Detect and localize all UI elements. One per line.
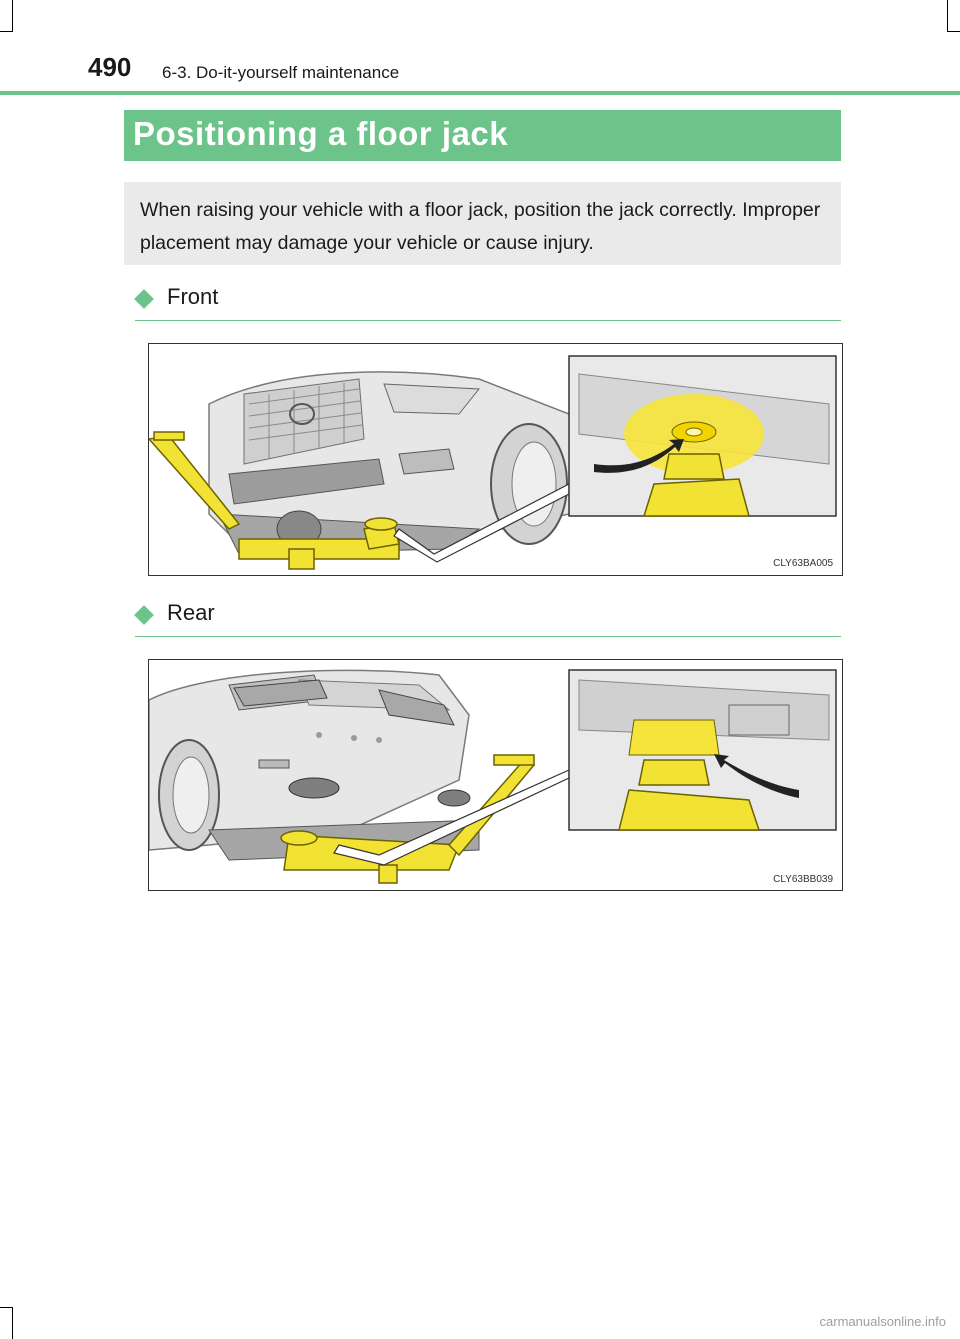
crop-mark [12, 1307, 13, 1339]
title-bar [124, 110, 841, 161]
section-heading-front [135, 284, 841, 321]
crop-mark [12, 0, 13, 32]
figure-rear [148, 659, 843, 891]
crop-mark [947, 31, 960, 32]
diamond-icon [134, 605, 154, 625]
diamond-icon [134, 289, 154, 309]
figure-code: CLY63BB039 [773, 874, 833, 885]
figure-front [148, 343, 843, 576]
intro-box [124, 182, 841, 265]
running-head: 6-3. Do-it-yourself maintenance [162, 63, 400, 82]
section-heading-rear [135, 600, 841, 637]
header-rule [0, 91, 960, 95]
crop-mark [0, 1307, 12, 1308]
rear-illustration [149, 660, 842, 890]
crop-mark [0, 31, 12, 32]
page-title: Positioning a floor jack [133, 115, 509, 152]
page-number: 490 [88, 52, 132, 82]
intro-text: When raising your vehicle with a floor jack, position the jack correctly. Improper placement may damage your vehicle or cause injury. [140, 199, 821, 254]
crop-mark [947, 0, 948, 32]
section-label-rear: Rear [167, 600, 215, 625]
front-illustration [149, 344, 842, 575]
watermark: carmanualsonline.info [819, 1314, 946, 1329]
section-label-front: Front [167, 284, 219, 309]
figure-code: CLY63BA005 [773, 558, 833, 569]
